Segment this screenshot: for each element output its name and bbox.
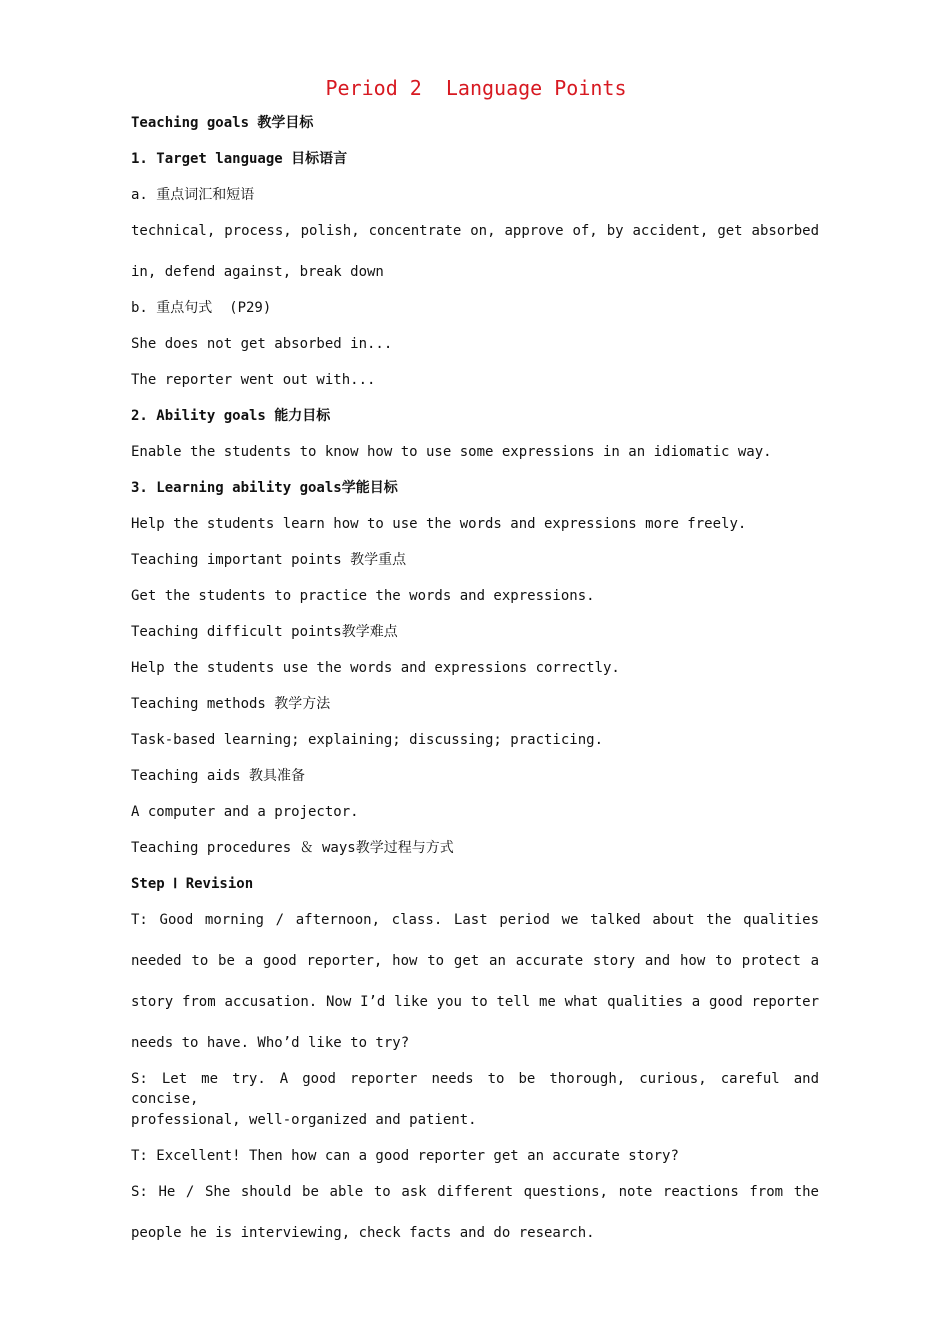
text-line: b. 重点句式 (P29) xyxy=(131,300,272,316)
text-line: Teaching goals 教学目标 xyxy=(131,115,314,131)
text-line: technical, process, polish, concentrate on, approve of, by accident, get absorbed xyxy=(131,223,819,239)
text-line: Teaching difficult points教学难点 xyxy=(131,624,398,640)
text-line: needs to have. Who’d like to try? xyxy=(131,1035,410,1051)
text-line: Teaching important points 教学重点 xyxy=(131,552,407,568)
text-line: She does not get absorbed in... xyxy=(131,336,393,352)
text-line: 1. Target language 目标语言 xyxy=(131,151,348,167)
text-line: professional, well-organized and patient. xyxy=(131,1112,477,1128)
text-line: Teaching procedures ＆ ways教学过程与方式 xyxy=(131,840,454,856)
document-title: Period 2 Language Points xyxy=(325,76,627,100)
text-line: Help the students use the words and expressions correctly. xyxy=(131,660,620,676)
text-line: Task-based learning; explaining; discussing; practicing. xyxy=(131,732,604,748)
text-line: a. 重点词汇和短语 xyxy=(131,187,255,203)
text-line: Enable the students to know how to use some expressions in an idiomatic way. xyxy=(131,444,772,460)
text-line: Teaching methods 教学方法 xyxy=(131,696,331,712)
text-line: people he is interviewing, check facts and do research. xyxy=(131,1225,595,1241)
text-line: Step Ⅰ Revision xyxy=(131,876,254,892)
text-line: Help the students learn how to use the words and expressions more freely. xyxy=(131,516,747,532)
text-line: A computer and a projector. xyxy=(131,804,359,820)
text-line: S: Let me try. A good reporter needs to be thorough, curious, careful and concise, xyxy=(131,1071,819,1107)
text-line: T: Good morning / afternoon, class. Last period we talked about the qualities xyxy=(131,912,819,928)
text-line: needed to be a good reporter, how to get an accurate story and how to protect a xyxy=(131,953,819,969)
text-line: Get the students to practice the words and expressions. xyxy=(131,588,595,604)
text-line: story from accusation. Now I’d like you to tell me what qualities a good reporter xyxy=(131,994,819,1010)
text-line: Teaching aids 教具准备 xyxy=(131,768,306,784)
text-line: S: He / She should be able to ask different questions, note reactions from the xyxy=(131,1184,819,1200)
text-line: T: Excellent! Then how can a good reporter get an accurate story? xyxy=(131,1148,679,1164)
text-line: The reporter went out with... xyxy=(131,372,376,388)
text-line: 2. Ability goals 能力目标 xyxy=(131,408,331,424)
text-line: in, defend against, break down xyxy=(131,264,384,280)
text-line: 3. Learning ability goals学能目标 xyxy=(131,480,398,496)
